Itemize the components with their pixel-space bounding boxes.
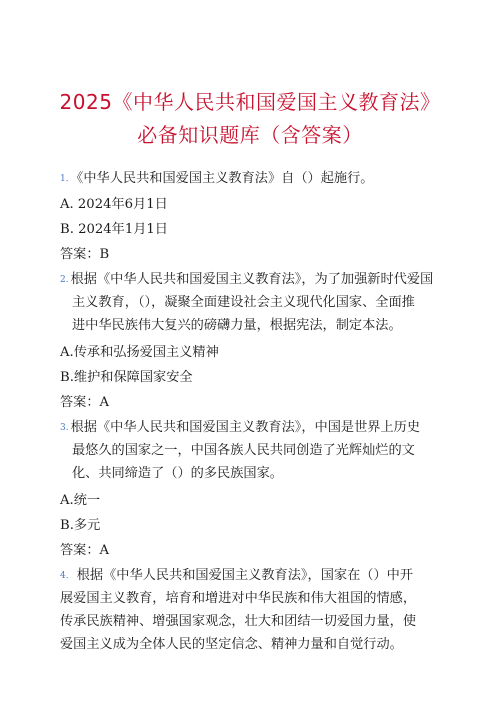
question-1-number: 1． — [60, 174, 75, 184]
question-2-stem-line-2: 主义教育，（），凝聚全面建设社会主义现代化国家、全面推 — [72, 295, 415, 310]
question-4-stem-line-4: 爱国主义成为全体人民的坚定信念、精神力量和自觉行动。 — [60, 637, 403, 652]
question-1-answer: 答案：B — [60, 247, 110, 262]
question-1-option-b: B. 2024年1月1日 — [60, 222, 168, 237]
question-4-stem-line-3: 传承民族精神、增强国家观念，壮大和团结一切爱国力量，使 — [60, 614, 417, 629]
question-1-option-a: A. 2024年6月1日 — [60, 197, 168, 212]
question-4-stem-line-2: 展爱国主义教育，培育和增进对中华民族和伟大祖国的情感， — [60, 591, 417, 606]
question-2-stem: 2. 根据《中华人民共和国爱国主义教育法》，为了加强新时代爱国 — [60, 272, 434, 287]
question-2-answer: 答案：A — [60, 395, 110, 410]
question-4-stem: 4． 根据《中华人民共和国爱国主义教育法》，国家在（）中开 — [60, 568, 414, 583]
question-3-stem: 3. 根据《中华人民共和国爱国主义教育法》，中国是世界上历史 — [60, 420, 421, 435]
question-1-stem: 1． 《中华人民共和国爱国主义教育法》自（）起施行。 — [60, 171, 374, 186]
document-title-line-1: 2025《中华人民共和国爱国主义教育法》 — [59, 90, 441, 114]
question-3-stem-line-3: 化、共同缔造了（）的多民族国家。 — [72, 466, 283, 481]
question-3-answer: 答案：A — [60, 543, 110, 558]
question-4-number: 4． — [60, 571, 75, 581]
question-2-option-a: A.传承和弘扬爱国主义精神 — [60, 345, 219, 360]
question-3-stem-line-2: 最悠久的国家之一，中国各族人民共同创造了光辉灿烂的文 — [72, 443, 415, 458]
question-2-option-b: B.维护和保障国家安全 — [60, 370, 193, 385]
question-2-number: 2. — [60, 275, 69, 285]
question-3-number: 3. — [60, 423, 69, 433]
question-3-option-b: B.多元 — [60, 518, 101, 533]
document-title-line-2: 必备知识题库（含答案） — [137, 123, 363, 147]
question-3-option-a: A.统一 — [60, 493, 101, 508]
question-2-stem-line-3: 进中华民族伟大复兴的磅礴力量，根据宪法，制定本法。 — [72, 318, 402, 333]
